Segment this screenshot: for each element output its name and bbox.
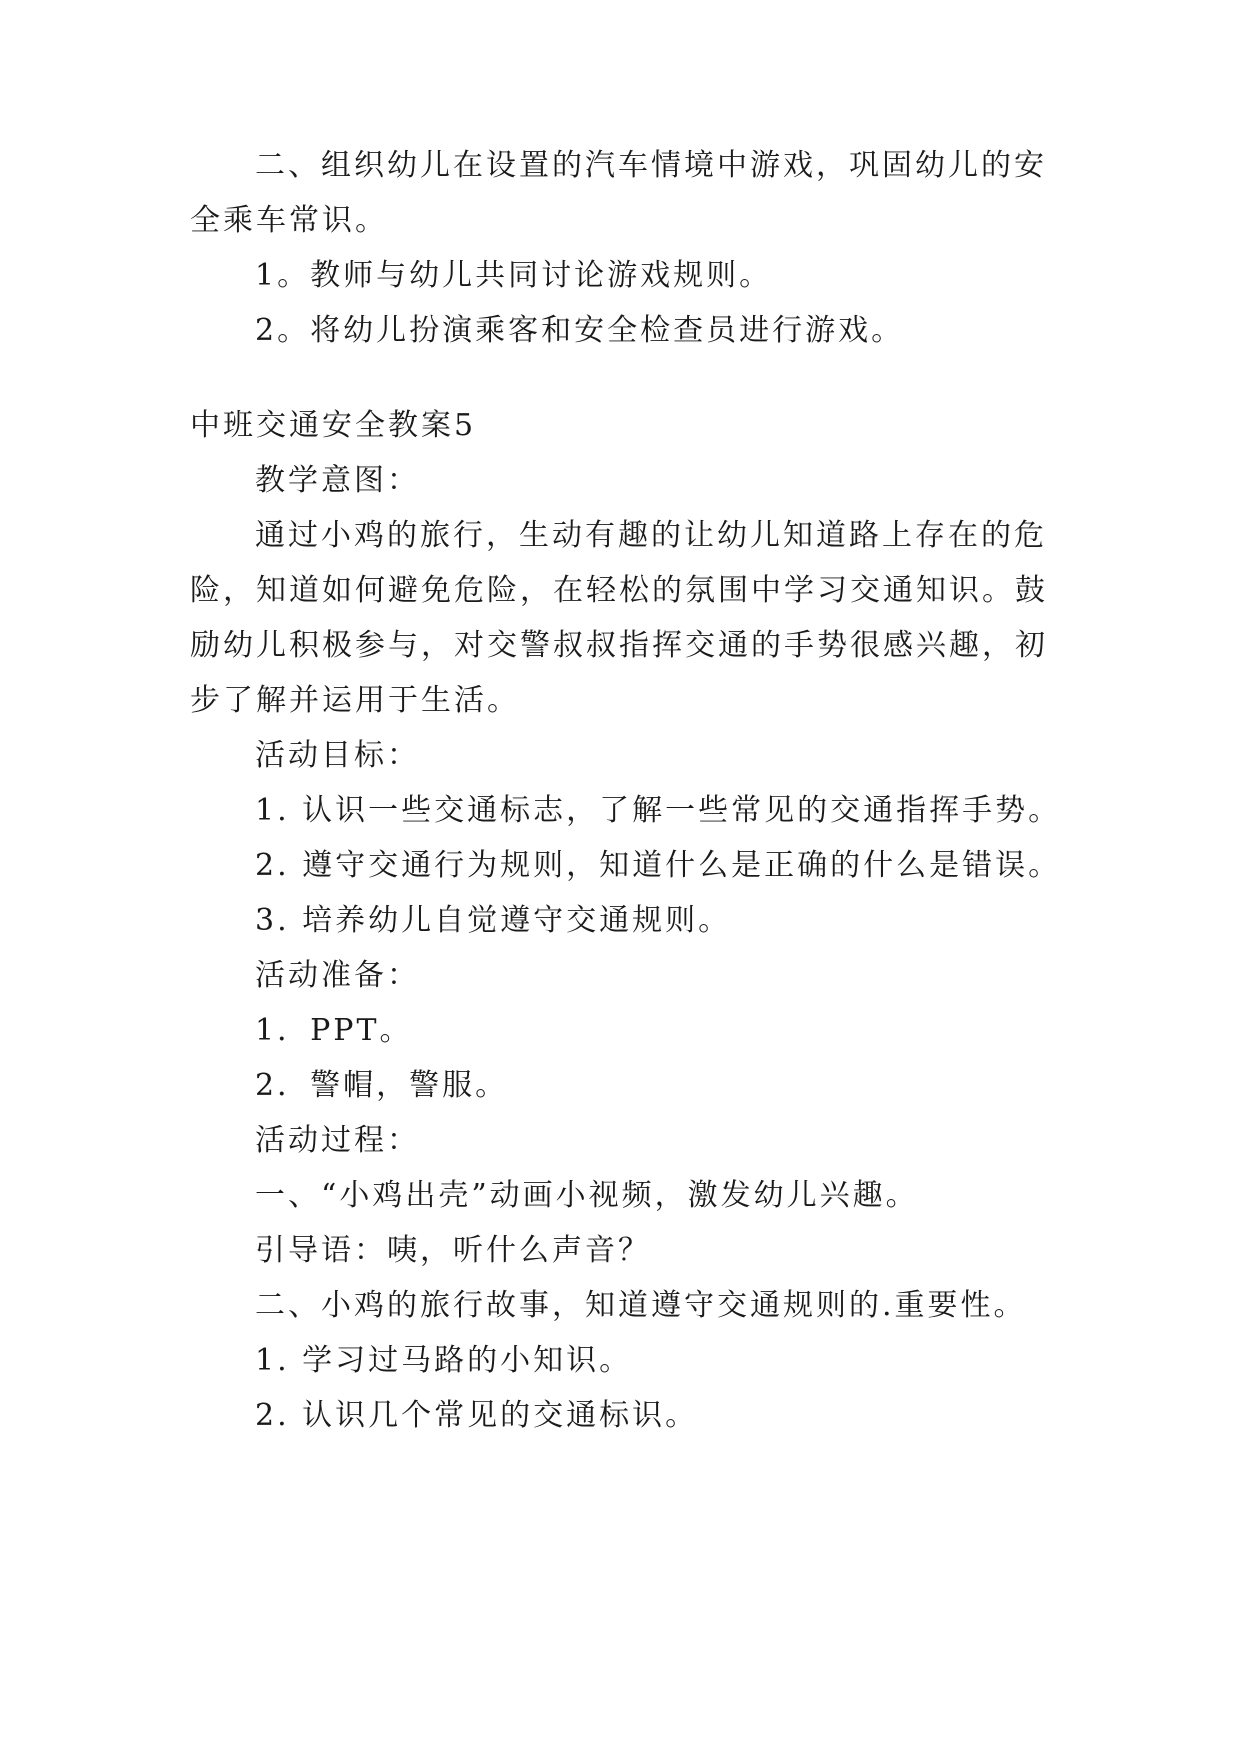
goals-label: 活动目标： xyxy=(255,738,420,773)
process-line-2: 引导语：咦，听什么声音？ xyxy=(255,1233,651,1268)
prep-item-2: 2．警帽，警服。 xyxy=(255,1068,509,1103)
intent-paragraph-line3: 励幼儿积极参与，对交警叔叔指挥交通的手势很感兴趣，初 xyxy=(190,628,1048,663)
prep-label: 活动准备： xyxy=(255,958,420,993)
section-item-1: 1。教师与幼儿共同讨论游戏规则。 xyxy=(255,258,773,293)
intent-paragraph-line2: 险，知道如何避免危险，在轻松的氛围中学习交通知识。鼓 xyxy=(190,573,1048,608)
intent-label: 教学意图： xyxy=(255,463,420,498)
section-item-2: 2。将幼儿扮演乘客和安全检查员进行游戏。 xyxy=(255,313,905,348)
goal-item-2: 2. 遵守交通行为规则，知道什么是正确的什么是错误。 xyxy=(255,848,1062,883)
process-line-5: 2. 认识几个常见的交通标识。 xyxy=(255,1398,699,1433)
goal-item-3: 3. 培养幼儿自觉遵守交通规则。 xyxy=(255,903,732,938)
document-title: 中班交通安全教案5 xyxy=(190,408,477,443)
intent-paragraph-line1: 通过小鸡的旅行，生动有趣的让幼儿知道路上存在的危 xyxy=(255,518,1047,553)
prep-item-1: 1．PPT。 xyxy=(255,1013,413,1048)
goal-item-1: 1. 认识一些交通标志，了解一些常见的交通指挥手势。 xyxy=(255,793,1062,828)
process-line-3: 二、小鸡的旅行故事，知道遵守交通规则的.重要性。 xyxy=(255,1288,1027,1323)
section-heading-line2: 全乘车常识。 xyxy=(190,203,388,238)
process-line-1: 一、“小鸡出壳”动画小视频，激发幼儿兴趣。 xyxy=(255,1178,919,1213)
intent-paragraph-line4: 步了解并运用于生活。 xyxy=(190,683,520,718)
process-line-4: 1. 学习过马路的小知识。 xyxy=(255,1343,633,1378)
process-label: 活动过程： xyxy=(255,1123,420,1158)
section-heading-line1: 二、组织幼儿在设置的汽车情境中游戏，巩固幼儿的安 xyxy=(255,148,1047,183)
